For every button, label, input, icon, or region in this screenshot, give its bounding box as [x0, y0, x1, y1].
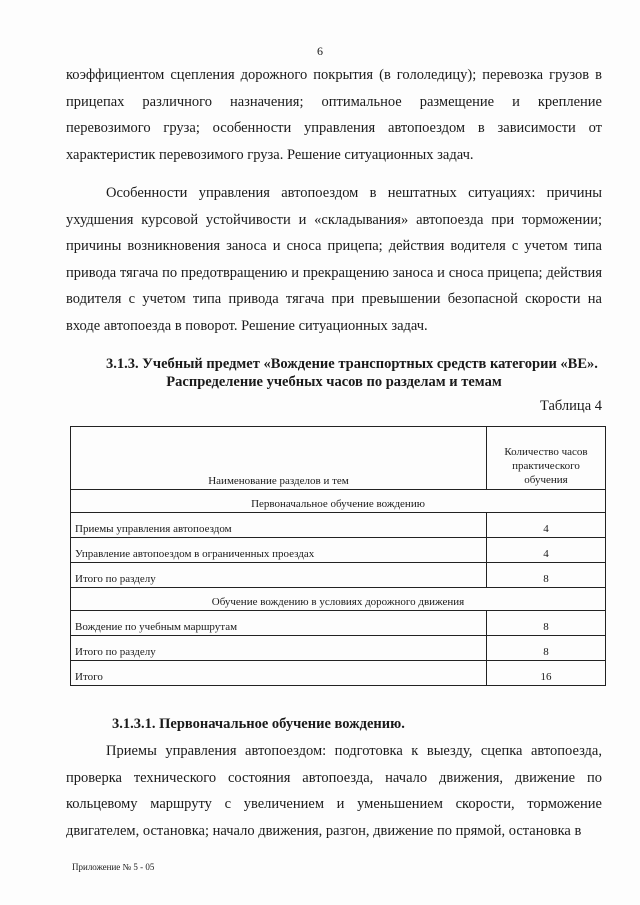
paragraph-2: Особенности управления автопоездом в нештатных ситуациях: причины ухудшения курсовой устойчивости и «складывания» автопоезда при торможении; причины возникновения заноса и сноса прицепа; действия водителя с учетом типа привода тягача по предотвращению и прекращению заноса и сноса прицепа; действия водителя с учетом типа привода тягача при превышении безопасной скорости на входе автопоезда в поворот. Решение ситуационных задач.: [66, 185, 602, 334]
bottom-text-block: [66, 738, 602, 844]
table-row: [71, 513, 606, 538]
hours-table: [70, 426, 606, 686]
table-section-row: [71, 490, 606, 513]
section-heading: 3.1.3. Учебный предмет «Вождение транспортных средств категории «BE».: [106, 356, 598, 372]
top-text-block: [66, 62, 602, 378]
footer-note: Приложение № 5 - 05: [72, 862, 155, 872]
row-name-cell: Итого по разделу: [71, 563, 487, 588]
sub-heading: 3.1.3.1. Первоначальное обучение вождению.: [112, 716, 405, 732]
section-title-cell: Обучение вождению в условиях дорожного движения: [71, 588, 606, 611]
header-name-cell: Наименование разделов и тем: [71, 427, 487, 490]
row-hours-cell: 4: [487, 538, 606, 563]
table-title: Распределение учебных часов по разделам и темам: [166, 374, 502, 390]
table-row: [71, 636, 606, 661]
paragraph-1: коэффициентом сцепления дорожного покрытия (в гололедицу); перевозка грузов в прицепах различного назначения; оптимальное размещение и крепление перевозимого груза; особенности управления автопоездом в зависимости от характеристик перевозимого груза. Решение ситуационных задач.: [66, 67, 602, 163]
page-number: 6: [317, 44, 323, 58]
total-hours-cell: 16: [487, 661, 606, 686]
table-section-row: [71, 588, 606, 611]
row-hours-cell: 8: [487, 563, 606, 588]
row-name-cell: Управление автопоездом в ограниченных проездах: [71, 538, 487, 563]
table-header-row: [71, 427, 606, 490]
table-row: [71, 563, 606, 588]
row-name-cell: Вождение по учебным маршрутам: [71, 611, 487, 636]
row-hours-cell: 4: [487, 513, 606, 538]
row-hours-cell: 8: [487, 636, 606, 661]
table-row: [71, 538, 606, 563]
total-name-cell: Итого: [71, 661, 487, 686]
table-total-row: [71, 661, 606, 686]
row-name-cell: Итого по разделу: [71, 636, 487, 661]
table-label: Таблица 4: [539, 398, 602, 414]
row-name-cell: Приемы управления автопоездом: [71, 513, 487, 538]
paragraph-3: Приемы управления автопоездом: подготовка к выезду, сцепка автопоезда, проверка технического состояния автопоезда, начало движения, движение по кольцевому маршруту с увеличением и уменьшением скорости, торможение двигателем, остановка; начало движения, разгон, движение по прямой, остановка в: [66, 743, 602, 839]
section-title-cell: Первоначальное обучение вождению: [71, 490, 606, 513]
row-hours-cell: 8: [487, 611, 606, 636]
table-row: [71, 611, 606, 636]
header-hours-cell: Количество часов практического обучения: [487, 427, 606, 490]
